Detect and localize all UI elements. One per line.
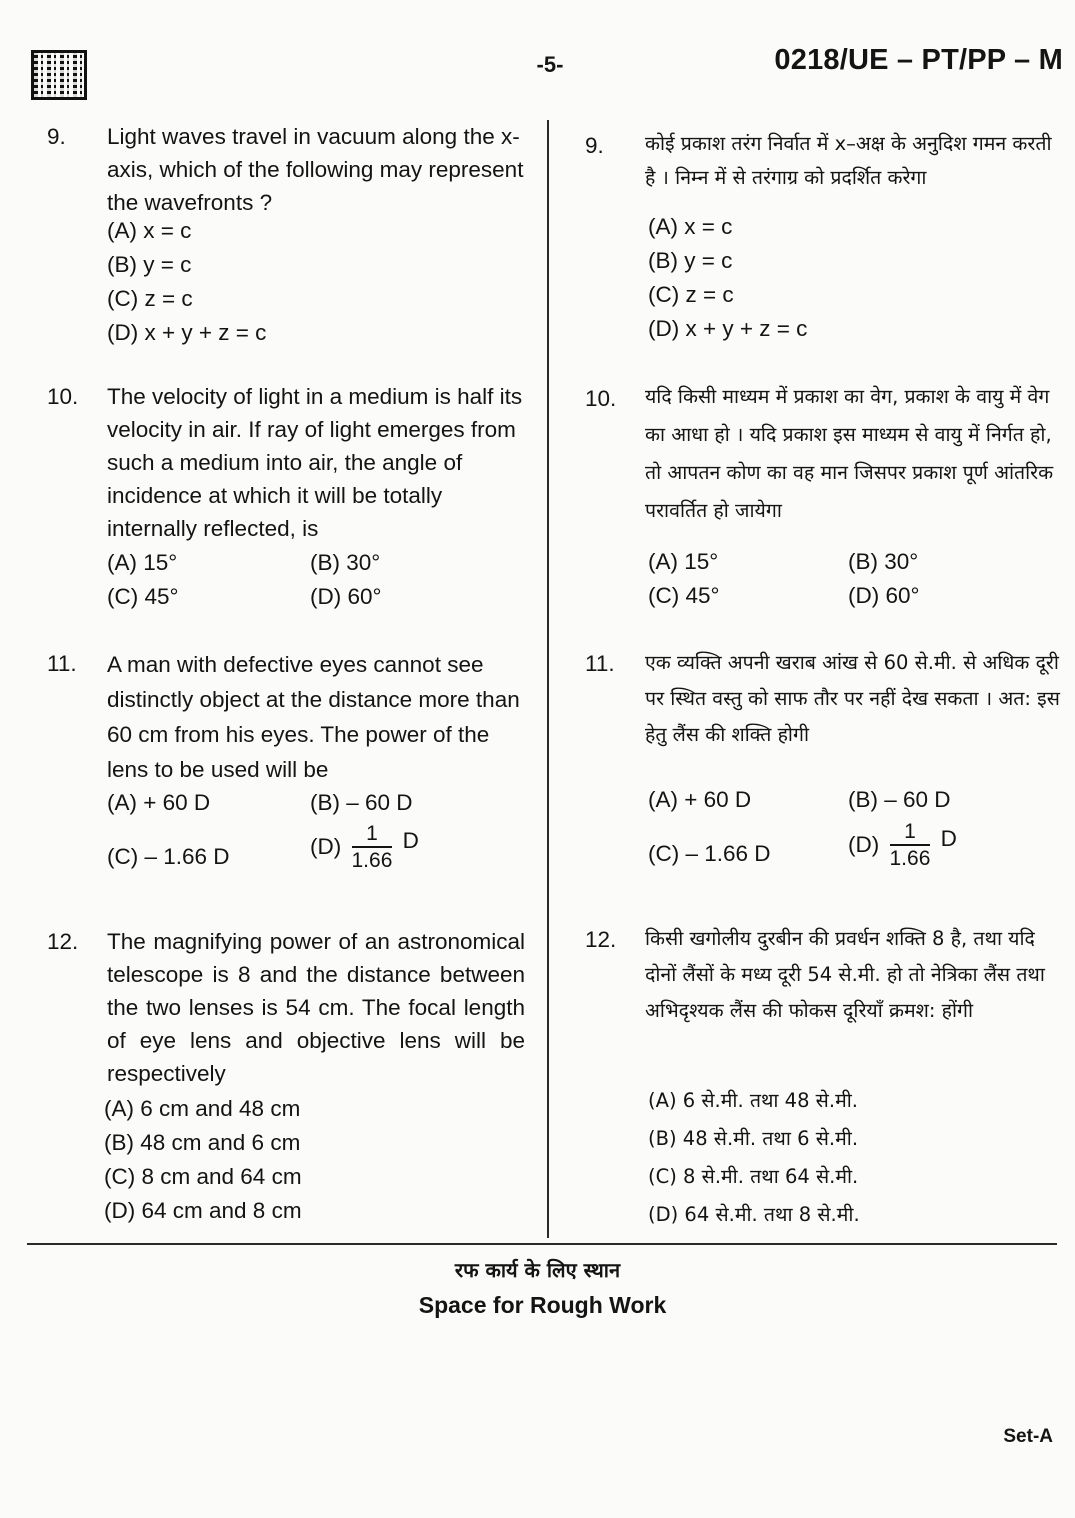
option-text: (C) 8 से.मी. तथा 64 से.मी. [648, 1165, 859, 1188]
qr-code [31, 50, 87, 100]
question-stem: किसी खगोलीय दुरबीन की प्रवर्धन शक्ति 8 है, तथा यदि दोनों लैंसों के मध्य दूरी 54 से.मी. हो तो नेत्रिका लैंस तथा अभिदृश्यक लैंस की फोकस दूरियाँ क्रमश: होंगी [645, 927, 1045, 1022]
option-text: (B) 48 से.मी. तथा 6 से.मी. [648, 1127, 859, 1150]
column-divider [547, 120, 549, 1238]
option-c [648, 1159, 858, 1193]
question-stem: एक व्यक्ति अपनी खराब आंख से 60 से.मी. से अधिक दूरी पर स्थित वस्तु को साफ तौर पर नहीं देख सकता । अत: इस हेतु लैंस की शक्ति होगी [645, 651, 1060, 746]
fraction-denominator: 1.66 [889, 847, 931, 870]
option-a: (A) x = c [648, 214, 733, 239]
option-c: (C) 45° [107, 584, 179, 609]
question-number: 10. [47, 384, 79, 409]
option-a: (A) 15° [648, 549, 719, 574]
question-stem: The velocity of light in a medium is half its velocity in air. If ray of light emerges from such a medium into air, the angle of incidence at which it will be totally internally reflected, is [107, 384, 523, 541]
question-number: 10. [585, 386, 617, 411]
option-d [310, 823, 419, 871]
option-text: (D) 64 से.मी. तथा 8 से.मी. [648, 1203, 860, 1226]
question-number: 11. [585, 651, 615, 676]
question-stem: कोई प्रकाश तरंग निर्वात में x–अक्ष के अनुदिश गमन करती है । निम्न में से तरंगाग्र को प्रदर्शित करेगा [645, 132, 1052, 189]
fraction-unit: D [940, 825, 957, 851]
option-b: (B) 30° [848, 549, 919, 574]
fraction-numerator: 1 [352, 823, 393, 848]
option-b: (B) y = c [107, 252, 192, 277]
option-c: (C) – 1.66 D [648, 841, 771, 866]
question-stem: A man with defective eyes cannot see distinctly object at the distance more than 60 cm from his eyes. The power of the lens to be used will be [107, 652, 520, 782]
question-number: 9. [47, 124, 66, 149]
fraction [890, 821, 931, 869]
option-b: (B) y = c [648, 248, 733, 273]
option-a [648, 1083, 858, 1117]
question-number: 12. [585, 927, 617, 952]
option-a: (A) 15° [107, 550, 178, 575]
option-d: (D) 60° [848, 583, 920, 608]
question-number: 11. [47, 651, 77, 676]
question-number: 9. [585, 133, 604, 158]
option-b: (B) 30° [310, 550, 381, 575]
option-d [648, 1197, 860, 1231]
option-d-label: (D) [848, 831, 880, 857]
option-a: (A) + 60 D [107, 790, 211, 815]
option-d: (D) 60° [310, 584, 382, 609]
option-c: (C) 8 cm and 64 cm [104, 1164, 302, 1189]
footer-rule [27, 1243, 1057, 1245]
fraction-numerator: 1 [890, 821, 931, 846]
fraction [352, 823, 393, 871]
option-d: (D) x + y + z = c [648, 316, 808, 341]
question-stem: यदि किसी माध्यम में प्रकाश का वेग, प्रकाश के वायु में वेग का आधा हो । यदि प्रकाश इस माध्यम से वायु में निर्गत हो, तो आपतन कोण का वह मान जिसपर प्रकाश पूर्ण आंतरिक परावर्तित हो जायेगा [645, 385, 1054, 522]
question-stem: The magnifying power of an astronomical telescope is 8 and the distance between the two lenses is 54 cm. The focal length of eye lens and objective lens will be respectively [107, 929, 525, 1086]
option-a: (A) 6 cm and 48 cm [104, 1096, 301, 1121]
option-c: (C) 45° [648, 583, 720, 608]
option-a: (A) x = c [107, 218, 192, 243]
set-label: Set-A [1003, 1426, 1053, 1447]
option-b [648, 1121, 858, 1155]
option-b: (B) 48 cm and 6 cm [104, 1130, 301, 1155]
page-number: -5- [536, 52, 564, 77]
option-c: (C) z = c [648, 282, 734, 307]
fraction-unit: D [402, 827, 419, 853]
question-number: 12. [47, 929, 79, 954]
option-a: (A) + 60 D [648, 787, 752, 812]
option-c: (C) – 1.66 D [107, 844, 230, 869]
rough-work-english: Space for Rough Work [418, 1292, 667, 1318]
option-d-label: (D) [310, 833, 342, 859]
option-b: (B) – 60 D [310, 790, 413, 815]
option-d: (D) x + y + z = c [107, 320, 267, 345]
option-d: (D) 64 cm and 8 cm [104, 1198, 302, 1223]
option-d [848, 821, 957, 869]
rough-work-hindi: रफ कार्य के लिए स्थान [454, 1258, 621, 1282]
fraction-denominator: 1.66 [351, 849, 393, 872]
option-text: (A) 6 से.मी. तथा 48 से.मी. [648, 1089, 858, 1112]
question-stem: Light waves travel in vacuum along the x-axis, which of the following may represent the wavefronts ? [107, 124, 524, 215]
option-b: (B) – 60 D [848, 787, 951, 812]
paper-code: 0218/UE – PT/PP – M [774, 44, 1063, 76]
option-c: (C) z = c [107, 286, 193, 311]
